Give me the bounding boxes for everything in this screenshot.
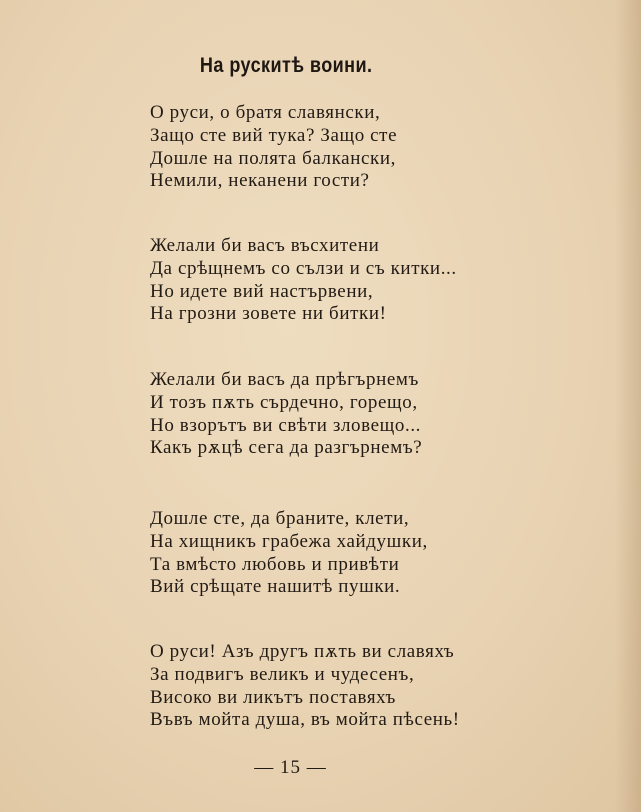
verse-line: Да срѣщнемъ со сълзи и съ китки... <box>150 257 457 279</box>
verse-line: Но идете вий настървени, <box>150 280 374 302</box>
stanza-4 <box>150 508 620 599</box>
verse-line: Защо сте вий тука? Защо сте <box>150 124 398 146</box>
verse-line: Немили, неканени гости? <box>150 170 370 192</box>
stanza-1 <box>150 102 620 193</box>
verse-line: Какъ рѫцѣ сега да разгърнемъ? <box>150 437 423 459</box>
verse-line: За подвигъ великъ и чудесенъ, <box>150 663 415 685</box>
verse-line: Високо ви ликътъ поставяхъ <box>150 686 396 708</box>
verse-line: Но взорътъ ви свѣти зловещо... <box>150 414 422 436</box>
stanza-3 <box>150 369 620 460</box>
verse-line: На грозни зовете ни битки! <box>150 303 387 325</box>
page-number: — 15 — <box>254 757 327 778</box>
stanza-2 <box>150 235 620 326</box>
verse-line: И тозъ пѫть сърдечно, горещо, <box>150 391 418 413</box>
verse-line: На хищникъ грабежа хайдушки, <box>150 530 428 552</box>
verse-line: Та вмѣсто любовь и привѣти <box>150 553 400 575</box>
verse-line: Желали би васъ да прѣгърнемъ <box>150 369 419 390</box>
verse-line: Дошле сте, да браните, клети, <box>150 508 410 529</box>
stanza-5 <box>150 641 620 732</box>
verse-line: Желали би васъ въсхитени <box>150 235 380 256</box>
verse-line: О руси! Азъ другъ пѫть ви славяхъ <box>150 641 455 662</box>
verse-line: Въвъ мойта душа, въ мойта пѣсень! <box>150 709 460 731</box>
verse-line: Дошле на полята балкански, <box>150 147 396 169</box>
verse-line: Вий срѣщате нашитѣ пушки. <box>150 576 401 598</box>
poem-title: На рускитѣ воини. <box>199 54 373 77</box>
verse-line: О руси, о братя славянски, <box>150 102 381 123</box>
